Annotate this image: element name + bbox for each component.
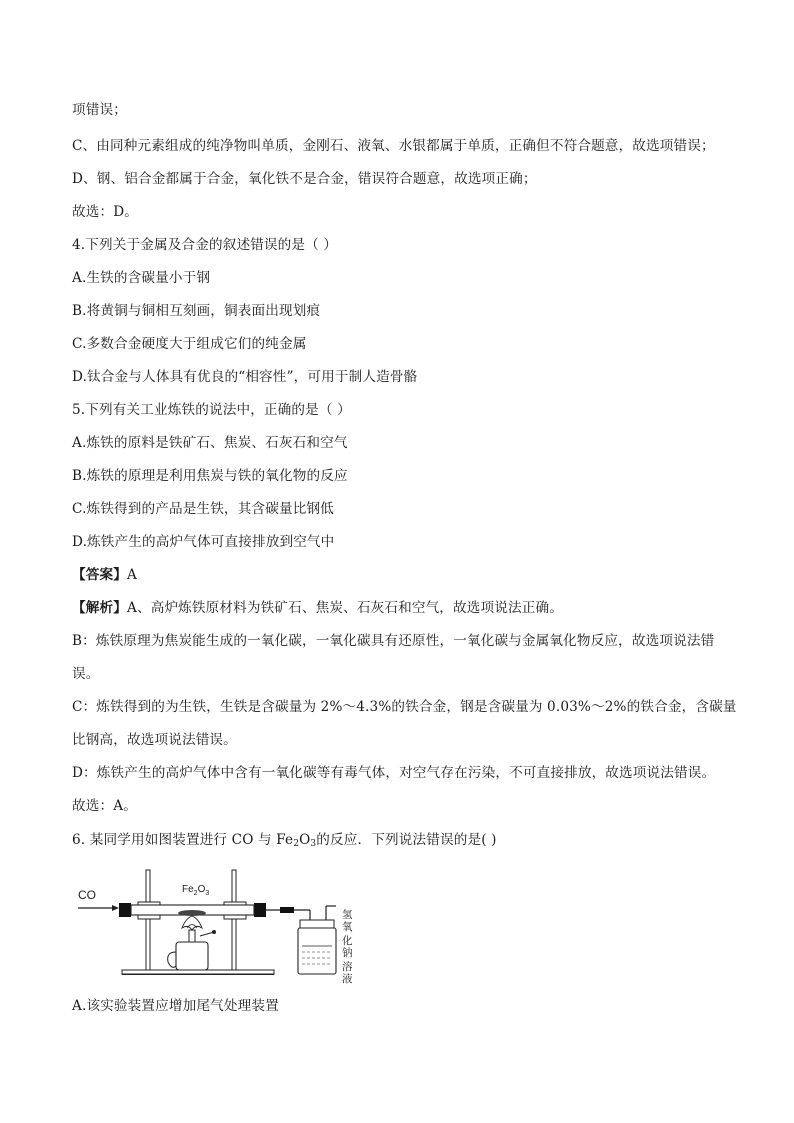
bottle-neck: [300, 920, 334, 928]
question-4-option-d: D.钛合金与人体具有优良的“相容性”，可用于制人造骨骼: [72, 369, 418, 385]
question-5-option-d: D.炼铁产生的高炉气体可直接排放到空气中: [72, 534, 335, 550]
explanation-a: [72, 598, 563, 618]
question-5: 5.下列有关工业炼铁的说法中，正确的是（ ）: [72, 402, 351, 418]
gas-washing-bottle: [298, 928, 336, 974]
flame: [182, 916, 202, 930]
svg-text:溶: 溶: [342, 961, 353, 973]
co-label: CO: [78, 888, 96, 902]
question-6: 6. 某同学用如图装置进行 CO 与 $Fe_2O_3$的反应．下列说法错误的是( ): [72, 832, 497, 849]
right-stand-rod: [232, 870, 236, 970]
svg-text:液: 液: [342, 973, 353, 984]
explanation-b: B：炼铁原理为焦炭能生成的一氧化碳，一氧化碳具有还原性，一氧化碳与金属氧化物反应，故选项说法错: [72, 633, 715, 649]
explanation-end: 故选：A。: [72, 798, 137, 814]
apparatus-figure: [74, 866, 364, 984]
svg-text:化: 化: [342, 935, 353, 947]
lamp-wick: [189, 930, 195, 942]
explanation-tag: 【解析】: [72, 600, 127, 616]
question-4-option-b: B.将黄铜与铜相互刻画，铜表面出现划痕: [72, 303, 321, 319]
question-6-option-a: A.该实验装置应增加尾气处理装置: [72, 998, 279, 1014]
alcohol-lamp: [176, 942, 208, 970]
naoh-solution-label: [342, 908, 353, 984]
question-4: 4.下列关于金属及合金的叙述错误的是（ ）: [72, 237, 338, 253]
answer-value: A: [126, 567, 137, 583]
svg-text:钠: 钠: [342, 947, 353, 959]
explanation-c: C：炼铁得到的为生铁，生铁是含碳量为 2%～4.3%的铁合金，钢是含碳量为 0.03%～2%的铁合金，含碳量: [72, 699, 737, 715]
explanation-c-cont: 比钢高，故选项说法错误。: [72, 732, 237, 748]
text-line: C、由同种元素组成的纯净物叫单质，金刚石、液氧、水银都属于单质，正确但不符合题意，故选项错误；: [72, 138, 715, 154]
question-4-option-c: C.多数合金硬度大于组成它们的纯金属: [72, 336, 307, 352]
text-line: D、钢、铝合金都属于合金，氧化铁不是合金，错误符合题意，故选项正确；: [72, 171, 537, 187]
text-line: 故选：D。: [72, 204, 139, 220]
text-line: 项错误；: [72, 102, 127, 118]
question-4-option-a: A.生铁的含碳量小于钢: [72, 270, 211, 286]
question-5-option-c: C.炼铁得到的产品是生铁，其含碳量比钢低: [72, 501, 334, 517]
fe2o3-label: $Fe_2O_3$: [182, 884, 210, 897]
fe2o3-powder: [178, 910, 206, 916]
answer-line: [72, 565, 137, 585]
explanation-text: A、高炉炼铁原材料为铁矿石、焦炭、石灰石和空气，故选项说法正确。: [126, 600, 564, 616]
left-stopper: [119, 903, 131, 917]
arrow-head-icon: [112, 905, 119, 911]
left-stand-rod: [146, 870, 150, 970]
right-stopper: [254, 903, 266, 917]
question-5-option-a: A.炼铁的原料是铁矿石、焦炭、石灰石和空气: [72, 435, 348, 451]
svg-text:氢: 氢: [342, 909, 353, 921]
svg-text:氧: 氧: [342, 921, 353, 933]
explanation-d: D：炼铁产生的高炉气体中含有一氧化碳等有毒气体，对空气存在污染，不可直接排放，故选项说法错误。: [72, 765, 716, 781]
explanation-b-cont: 误。: [72, 666, 100, 682]
answer-tag: 【答案】: [72, 567, 127, 583]
question-5-option-b: B.炼铁的原理是利用焦炭与铁的氧化物的反应: [72, 468, 348, 484]
